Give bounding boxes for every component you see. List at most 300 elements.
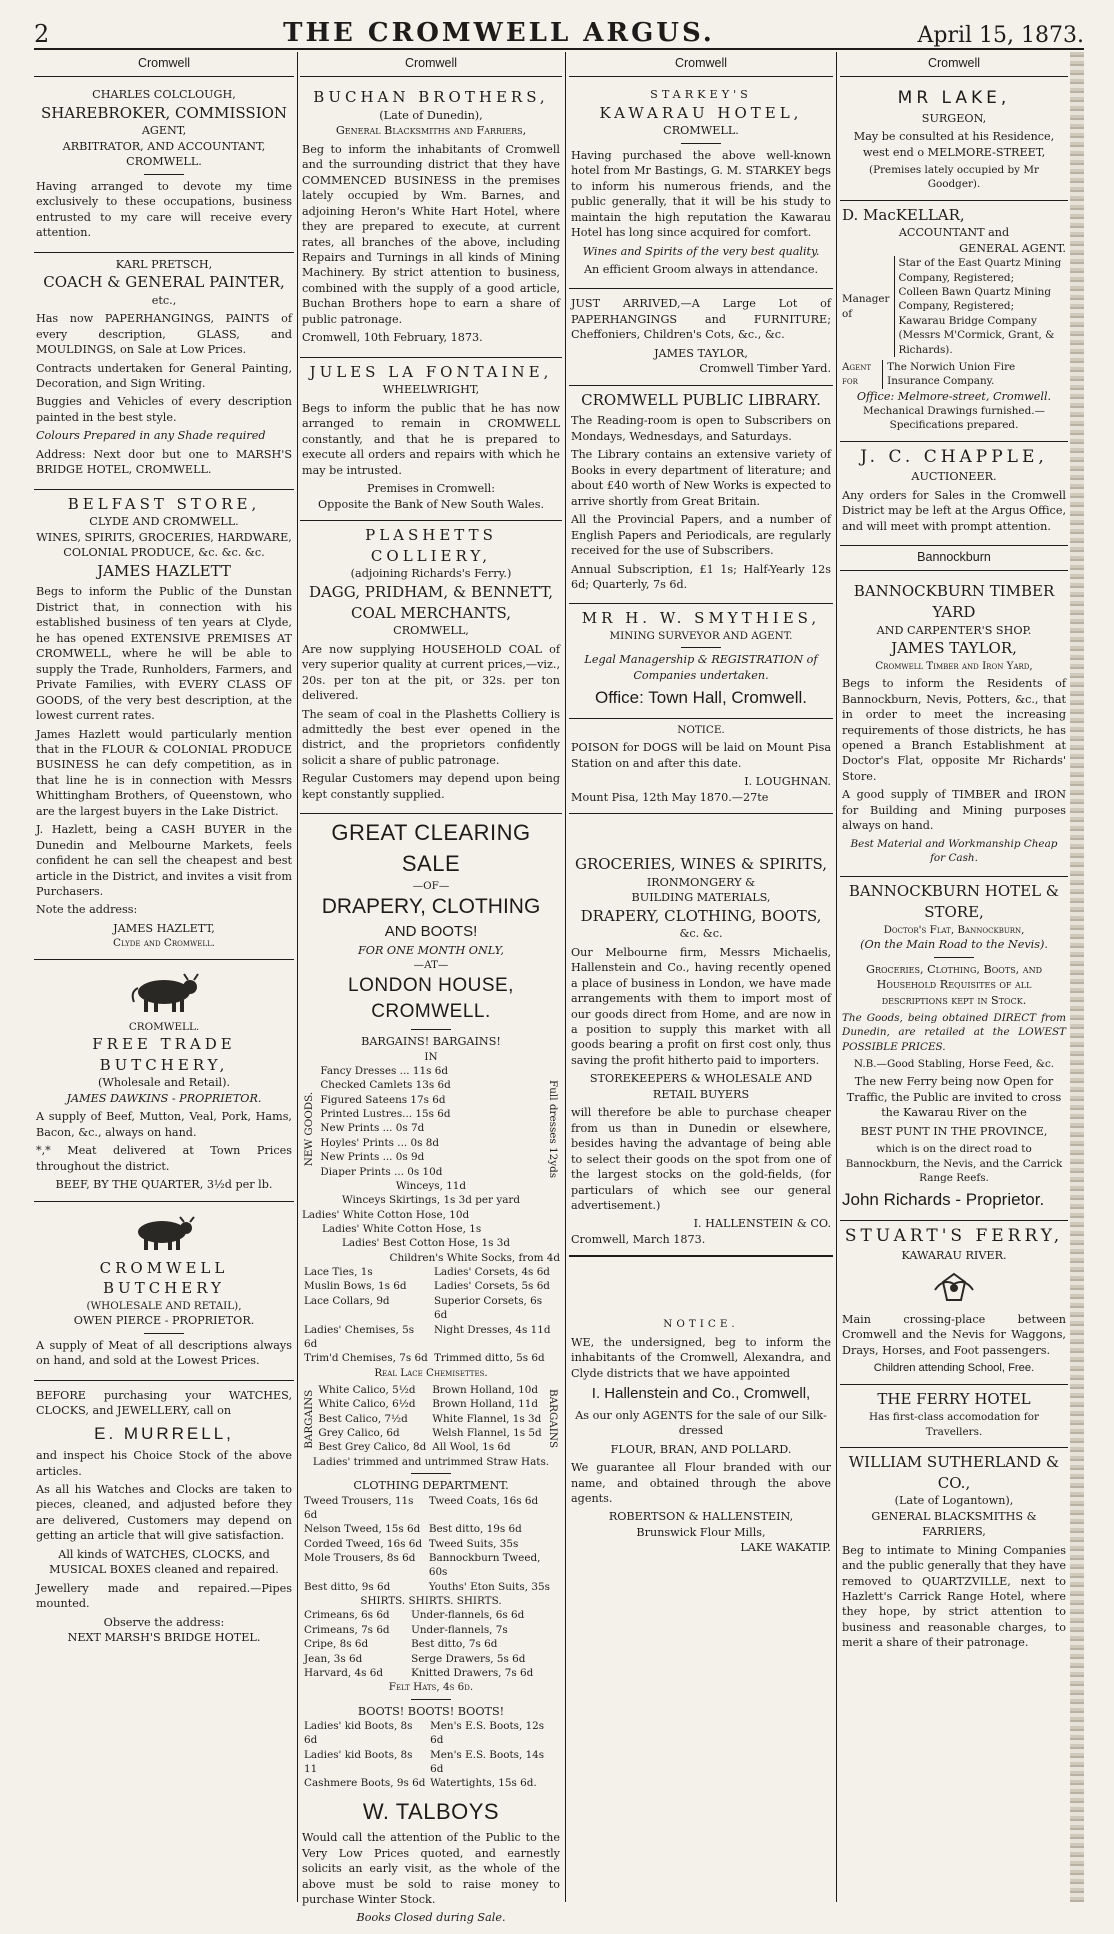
ad-body: Having purchased the above well-known hotel from Mr Bastings, G. M. STARKEY begs to inform his numerous friends, and the public generally, that it will be his study to maintain the high reputation the Kawarau Hotel has long since acquired for comfort.: [571, 148, 831, 240]
side-label-bargains: BARGAINS: [303, 1389, 315, 1449]
ad-body: Begs to inform the public that he has now arranged to remain in CROMWELL constantly, and that he is prepared to execute all orders and repairs with which he may be intrusted.: [302, 401, 560, 477]
ad-title: STUART'S FERRY,: [844, 1225, 1064, 1246]
advertiser-name: KARL PRETSCH,: [115, 257, 213, 271]
ad-signature-place: Clyde and Cromwell.: [113, 937, 215, 950]
ad-body: Annual Subscription, £1 1s; Half-Yearly 12s 6d; Quarterly, 7s 6d.: [571, 562, 831, 591]
ad-place: Cromwell Timber and Iron Yard,: [875, 659, 1033, 672]
manager-label: Manager of: [842, 293, 890, 320]
advertiser-name: E. MURRELL,: [94, 1423, 234, 1443]
ad-body: The Goods, being obtained DIRECT from Dunedin, are retailed at the LOWEST POSSIBLE PRICES.: [842, 1011, 1066, 1053]
side-label-full-dresses: Full dresses 12yds: [547, 1079, 559, 1178]
ad-body: Groceries, Clothing, Boots, and Household Requisites of all descriptions kept in Stock.: [866, 962, 1042, 1007]
ad-body: WE, the undersigned, beg to inform the inhabitants of the Cromwell, Alexandra, and Clyde districts that we have appointed: [571, 1335, 831, 1380]
ad-title: BANNOCKBURN HOTEL & STORE,: [848, 882, 1060, 922]
dress-item: Winceys, 11d: [395, 1179, 467, 1192]
ad-subtitle: KAWARAU RIVER.: [901, 1249, 1007, 1263]
table-cell: Superior Corsets, 6s 6d: [433, 1294, 543, 1322]
ad-tagline: Legal Managership & REGISTRATION of Companies undertaken.: [584, 653, 818, 682]
table-row: [302, 1279, 560, 1293]
agent-name: I. Hallenstein and Co., Cromwell,: [591, 1385, 811, 1403]
advertiser-name: W. TALBOYS: [362, 1798, 500, 1824]
ad-subtitle: (Late of Dunedin),: [379, 108, 483, 122]
ad-title: MR LAKE,: [897, 88, 1011, 109]
price-line: Winceys Skirtings, 1s 3d per yard: [341, 1194, 521, 1207]
ad-body: The seam of coal in the Plashetts Colliery is admittedly the best ever opened in the district, and the proprietors confidently solicit a share of public patronage.: [302, 707, 560, 767]
ad-title: BUCHAN BROTHERS,: [313, 88, 549, 107]
column-1: [34, 52, 294, 1902]
table-cell: Brown Holland, 10d: [432, 1383, 538, 1396]
table-cell: Best ditto, 9s 6d: [304, 1580, 391, 1593]
table-row: [316, 1440, 545, 1454]
table-cell: Crimeans, 6s 6d: [304, 1609, 390, 1622]
price-line: Felt Hats, 4s 6d.: [388, 1681, 474, 1694]
ad-subtitle: MINING SURVEYOR AND AGENT.: [609, 630, 793, 643]
table-row: [316, 1397, 545, 1411]
dress-item: Figured Sateens 17s 6d: [320, 1093, 446, 1106]
table-row: [316, 1383, 545, 1397]
table-cell: Best ditto, 7s 6d: [411, 1638, 498, 1651]
ad-title-4: DRAPERY, CLOTHING, BOOTS,: [580, 906, 822, 925]
table-row: [302, 1494, 560, 1523]
ad-note: (Premises lately occupied by Mr Goodger).: [869, 164, 1039, 191]
boots-table: [302, 1719, 560, 1791]
table-cell: Men's E.S. Boots, 14s 6d: [430, 1748, 545, 1776]
table-cell: Trimmed ditto, 5s 6d: [433, 1352, 545, 1365]
divider: [681, 647, 721, 648]
ad-subtitle: AGENT,: [141, 124, 187, 138]
ad-body: Contracts undertaken for General Painting, Decoration, and Sign Writing.: [36, 361, 292, 390]
dress-item: New Prints ... 0s 9d: [320, 1151, 425, 1164]
ad-title: BELFAST STORE,: [67, 494, 261, 513]
ad-body: We guarantee all Flour branded with our name, and obtained through the above agents.: [571, 1461, 831, 1505]
list-item: Star of the East Quartz Mining Company, Registered;: [898, 257, 1062, 284]
ad-subtitle: AND CARPENTER'S SHOP.: [876, 623, 1032, 637]
advertiser-name: JAMES TAYLOR,: [891, 639, 1017, 658]
ad-body: will therefore be able to purchase cheaper from us than in Dunedin or elsewhere, besides having the advantage of being able to select their goods on the spot from one of the largest stocks on the gold-fields, (for particulars of which see our general advertisement.): [571, 1106, 831, 1212]
ad-office: Office: Melmore-street, Cromwell.: [856, 389, 1052, 403]
notice-heading: NOTICE.: [677, 723, 725, 736]
table-row: [302, 1719, 560, 1748]
ad-colclough: [34, 83, 294, 252]
ad-body: Are now supplying HOUSEHOLD COAL of very superior quality at current prices,—viz., 20s. per ton at the pit, or 32s. per ton delivered.: [302, 642, 560, 703]
ad-note: Children attending School, Free.: [873, 1362, 1035, 1375]
sale-venue: LONDON HOUSE, CROMWELL.: [348, 974, 514, 1022]
ad-subtitle: GENERAL AGENT.: [959, 241, 1066, 255]
sale-of: —OF—: [412, 879, 450, 892]
column-heading: Cromwell: [569, 52, 833, 77]
bull-engraving: [36, 1212, 292, 1252]
ad-subtitle: (Late of Logantown),: [894, 1494, 1014, 1508]
ad-subtitle: CLYDE AND CROMWELL.: [89, 515, 239, 529]
table-row: [302, 1522, 560, 1536]
ad-starkey: [569, 83, 833, 289]
ad-body: JUST ARRIVED,—A Large Lot of PAPERHANGINGS and FURNITURE; Cheffoniers, Children's Cots, &c., &c.: [571, 297, 831, 342]
ad-body: which is on the direct road to Bannockburn, the Nevis, and the Carrick Range Reefs.: [845, 1143, 1063, 1184]
side-label-new-goods: NEW GOODS.: [303, 1091, 315, 1166]
ad-title: BANNOCKBURN TIMBER YARD: [853, 582, 1055, 621]
calico-table: [316, 1383, 545, 1455]
sale-goods: DRAPERY, CLOTHING: [321, 895, 541, 919]
table-row: [302, 1265, 560, 1279]
ad-free-trade-butchery: [34, 960, 294, 1202]
ad-poison: [569, 719, 833, 814]
ad-body: and inspect his Choice Stock of the above articles.: [36, 1449, 292, 1478]
ad-body: Any orders for Sales in the Cromwell District may be left at the Argus Office, and will meet with prompt attention.: [842, 488, 1066, 533]
ad-place: Cromwell Timber Yard.: [699, 362, 831, 376]
ad-address: Opposite the Bank of New South Wales.: [317, 497, 545, 511]
firm-trade: COAL MERCHANTS,: [351, 603, 511, 622]
ad-body: All kinds of WATCHES, CLOCKS, and MUSICAL BOXES cleaned and repaired.: [49, 1547, 279, 1577]
ad-body: J. Hazlett, being a CASH BUYER in the Dunedin and Melbourne Markets, feels confident he can sell the cheapest and best article in the District, and invites a visit from Purchasers.: [36, 823, 292, 899]
table-cell: Tweed Suits, 35s: [428, 1537, 519, 1550]
ad-goods: FLOUR, BRAN, AND POLLARD.: [610, 1442, 792, 1456]
ad-hallenstein-groceries: [569, 814, 833, 1256]
dress-item: Fancy Dresses ... 11s 6d: [320, 1065, 448, 1078]
table-cell: Serge Drawers, 5s 6d: [411, 1652, 526, 1665]
table-cell: Ladies' Corsets, 5s 6d: [433, 1280, 550, 1293]
ad-subtitle: (Wholesale and Retail).: [97, 1076, 231, 1090]
columns: [34, 52, 1084, 1925]
table-cell: Harvard, 4s 6d: [304, 1666, 384, 1679]
sale-duration: FOR ONE MONTH ONLY,: [358, 943, 504, 957]
table-cell: Ladies' Corsets, 4s 6d: [433, 1266, 550, 1279]
table-row: [302, 1351, 560, 1365]
ad-smythies: [569, 604, 833, 718]
table-cell: Mole Trousers, 8s 6d: [304, 1551, 416, 1564]
advertiser-name: CHARLES COLCLOUGH,: [92, 88, 236, 102]
issue-date: April 15, 1873.: [917, 23, 1084, 48]
table-cell: Lace Collars, 9d: [304, 1294, 390, 1307]
divider: [411, 1699, 451, 1700]
ad-premises: Premises in Cromwell:: [366, 482, 496, 496]
ad-subtitle: AUCTIONEER.: [911, 470, 997, 484]
ad-body: The Reading-room is open to Subscribers on Mondays, Wednesdays, and Saturdays.: [571, 414, 831, 443]
ad-body: A good supply of TIMBER and IRON for Building and Mining purposes always on hand.: [842, 788, 1066, 833]
ad-observe: Observe the address:: [103, 1615, 225, 1629]
table-row: [302, 1748, 560, 1777]
column-3: [569, 52, 833, 1902]
ad-title: PLASHETTS COLLIERY,: [365, 526, 497, 565]
ad-date: Cromwell, 10th February, 1873.: [302, 331, 483, 345]
notice-heading: NOTICE.: [663, 1318, 739, 1331]
table-cell: Jean, 3s 6d: [304, 1652, 363, 1665]
dress-item: Printed Lustres... 15s 6d: [320, 1108, 451, 1121]
table-cell: Youths' Eton Suits, 35s: [428, 1580, 550, 1593]
section-heading-bannockburn: Bannockburn: [840, 546, 1068, 571]
lace-table: [302, 1265, 560, 1366]
crest-icon: [931, 1270, 977, 1306]
sale-at: —AT—: [413, 959, 449, 972]
ad-belfast: [34, 490, 294, 960]
ad-note: An efficient Groom always in attendance.: [583, 263, 819, 277]
column-heading: Cromwell: [840, 52, 1068, 77]
divider: [144, 1333, 184, 1334]
ad-subtitle: (WHOLESALE AND RETAIL),: [86, 1300, 242, 1313]
table-row: [302, 1666, 560, 1680]
ad-title-2: KAWARAU HOTEL,: [599, 103, 803, 122]
ad-road: (On the Main Road to the Nevis).: [860, 938, 1048, 952]
column-heading: Cromwell: [34, 52, 294, 77]
agent-label: Agent for: [842, 360, 871, 388]
ad-subtitle: (adjoining Richards's Ferry.): [350, 567, 512, 581]
clothing-heading: CLOTHING DEPARTMENT.: [353, 1479, 509, 1493]
table-cell: Muslin Bows, 1s 6d: [304, 1280, 407, 1293]
divider: [411, 1473, 451, 1474]
firm-name: DAGG, PRIDHAM, & BENNETT,: [308, 582, 554, 601]
ad-body: Has first-class accomodation for Travellers.: [869, 1411, 1039, 1438]
boots-heading: BOOTS! BOOTS! BOOTS!: [357, 1704, 505, 1718]
ad-tagline: Wines and Spirits of the very best quality.: [582, 244, 820, 258]
divider: [681, 143, 721, 144]
ad-body: Beg to intimate to Mining Companies and the public generally that they have removed to QUARTZVILLE, next to Hazlett's Carrick Range Hotel, where they hope, by strict attention to business and reasonable charges, to merit a share of their patronage.: [842, 1543, 1066, 1650]
ad-title: CROMWELL PUBLIC LIBRARY.: [581, 390, 821, 409]
price-line: Children's White Socks, from 4d: [389, 1251, 560, 1264]
ad-address: NEXT MARSH'S BRIDGE HOTEL.: [67, 1631, 261, 1645]
ad-body: Has now PAPERHANGINGS, PAINTS of every description, GLASS, and MOULDINGS, on Sale at Low Prices.: [36, 312, 292, 357]
bargains-in: IN: [424, 1050, 438, 1063]
table-row: [302, 1608, 560, 1622]
ox-engraving: [36, 970, 292, 1014]
ad-plashetts: [300, 521, 562, 814]
ad-bannockburn-hotel: [840, 877, 1068, 1220]
ad-proprietor: John Richards - Proprietor.: [842, 1190, 1045, 1210]
ad-body: The new Ferry being now Open for Traffic, the Public are invited to cross the Kawarau River on the: [846, 1075, 1062, 1120]
dress-item: New Prints ... 0s 7d: [320, 1122, 425, 1135]
ad-title-3: BUILDING MATERIALS,: [631, 891, 771, 905]
ad-title-5: &c. &c.: [679, 927, 723, 941]
table-row: [302, 1623, 560, 1637]
table-cell: Cripe, 8s 6d: [304, 1638, 369, 1651]
table-cell: Bannockburn Tweed, 60s: [428, 1551, 541, 1579]
advertiser-name: JAMES TAYLOR,: [654, 346, 748, 360]
table-cell: Tweed Coats, 16s 6d: [428, 1494, 539, 1507]
ad-signature: ROBERTSON & HALLENSTEIN,: [608, 1510, 794, 1524]
table-cell: Brown Holland, 11d: [432, 1398, 538, 1411]
table-cell: Lace Ties, 1s: [304, 1266, 373, 1279]
dress-list: [316, 1064, 545, 1193]
ad-body: POISON for DOGS will be laid on Mount Pisa Station on and after this date.: [571, 741, 831, 770]
ad-title: COACH & GENERAL PAINTER,: [43, 273, 285, 292]
agent-block: [842, 360, 1066, 389]
ad-title: THE FERRY HOTEL: [877, 1390, 1031, 1409]
ad-chapple: [840, 442, 1068, 546]
table-cell: Under-flannels, 7s: [411, 1623, 508, 1636]
table-cell: Knitted Drawers, 7s 6d: [411, 1666, 534, 1679]
table-cell: Night Dresses, 4s 11d: [433, 1323, 551, 1336]
table-row: [302, 1637, 560, 1651]
ad-highlight: BEST PUNT IN THE PROVINCE,: [860, 1124, 1048, 1138]
column-rule: [836, 52, 837, 1902]
column-2: [300, 52, 562, 1925]
ad-flour-notice: [569, 1256, 833, 1563]
ad-title: FREE TRADE BUTCHERY,: [92, 1035, 236, 1074]
table-cell: Trim'd Chemises, 7s 6d: [304, 1352, 428, 1365]
insurance-company: The Norwich Union Fire Insurance Company.: [882, 360, 1066, 389]
ad-body: Buggies and Vehicles of every description painted in the best style.: [36, 395, 292, 424]
ad-title: JULES LA FONTAINE,: [309, 362, 553, 381]
company-list: [894, 256, 1067, 357]
table-row: [302, 1551, 560, 1580]
table-cell: Best Grey Calico, 8d: [318, 1441, 427, 1454]
ad-body: James Hazlett would particularly mention that in the FLOUR & COLONIAL PRODUCE BUSINESS he can defy competition, as in that line he is in connection with Messrs Whittingham Brothers, of Queenstown, who are the largest buyers in the Lake District.: [36, 727, 292, 818]
table-cell: Ladies' Chemises, 5s 6d: [304, 1323, 415, 1350]
ad-title: CROMWELL BUTCHERY: [99, 1258, 229, 1298]
ad-subheading: STOREKEEPERS & WHOLESALE AND RETAIL BUYERS: [589, 1072, 813, 1101]
ad-ferry-hotel: [840, 1385, 1068, 1447]
ad-date: Cromwell, March 1873.: [571, 1232, 706, 1246]
ad-body: Beg to inform the inhabitants of Cromwell and the surrounding district that they have COMMENCED BUSINESS in the premises lately occupied by Wm. Barnes, and adjoining Heron's White Hart Hotel, where they are prepared to execute, at current rates, all branches of the above, including Repairs and Turnings in all kinds of Mining Machinery. By strict attention to business, combined with the supply of a good article, Buchan Brothers hope to earn a share of public patronage.: [302, 142, 560, 326]
ad-body: Begs to inform the Residents of Bannockburn, Nevis, Potters, &c., that in order to meet the increasing requirements of those districts, he has opened a Branch Establishment at Doctor's Flat, opposite Mr Richards' Store.: [842, 677, 1066, 783]
crest-engraving: [842, 1270, 1066, 1306]
table-cell: Best ditto, 19s 6d: [428, 1523, 522, 1536]
price-line: Ladies' White Cotton Hose, 1s: [322, 1222, 482, 1235]
table-cell: Cashmere Boots, 9s 6d: [304, 1777, 426, 1790]
ad-body: A supply of Beef, Mutton, Veal, Pork, Hams, Bacon, &c., always on hand.: [36, 1110, 292, 1139]
calico-block: [302, 1383, 560, 1455]
table-row: [316, 1426, 545, 1440]
masthead: [34, 10, 1084, 50]
table-cell: Best Calico, 7½d: [318, 1412, 408, 1425]
table-cell: Under-flannels, 6s 6d: [411, 1609, 525, 1622]
ad-place: CROMWELL.: [128, 1020, 200, 1033]
shirts-heading: SHIRTS. SHIRTS. SHIRTS.: [360, 1595, 502, 1608]
table-row: [302, 1776, 560, 1790]
ad-body: The Library contains an extensive variety of Books in every department of literature; and about £40 worth of New Works is expected to arrive shortly from Great Britain.: [571, 448, 831, 508]
ad-subtitle: ARBITRATOR, AND ACCOUNTANT,: [62, 139, 266, 153]
table-cell: Grey Calico, 6d: [318, 1427, 400, 1440]
ad-title: J. C. CHAPPLE,: [860, 446, 1048, 467]
ad-body: May be consulted at his Residence, west end o MELMORE-STREET,: [853, 130, 1055, 159]
ad-trade: General Blacksmiths and Farriers,: [335, 124, 527, 138]
ad-place: CROMWELL,: [393, 624, 469, 638]
ad-note: N.B.—Good Stabling, Horse Feed, &c.: [853, 1058, 1055, 1071]
table-cell: White Calico, 6½d: [318, 1398, 416, 1411]
table-cell: Ladies' kid Boots, 8s 6d: [304, 1720, 413, 1747]
ad-buchan: [300, 83, 562, 357]
column-4-body: [840, 83, 1068, 1662]
newspaper-title: THE CROMWELL ARGUS.: [283, 18, 715, 48]
table-cell: Watertights, 15s 6d.: [430, 1777, 537, 1790]
ad-place: LAKE WAKATIP.: [740, 1541, 831, 1555]
table-row: [316, 1412, 545, 1426]
ad-note: Books Closed during Sale.: [356, 1911, 506, 1925]
table-cell: Tweed Trousers, 11s 6d: [304, 1494, 414, 1521]
ad-signature: JAMES HAZLETT,: [113, 921, 215, 935]
ad-trade: WHEELWRIGHT,: [382, 383, 480, 397]
dress-item: Hoyles' Prints ... 0s 8d: [320, 1136, 440, 1149]
ad-tagline: Colours Prepared in any Shade required: [36, 429, 266, 443]
ad-body: As all his Watches and Clocks are taken to pieces, cleaned, and adjusted before they are delivered, Customers may depend on getting an article that will give satisfaction.: [36, 1483, 292, 1543]
ad-title: MR H. W. SMYTHIES,: [581, 609, 821, 628]
table-row: [302, 1652, 560, 1666]
table-row: [302, 1537, 560, 1551]
ad-note: Mechanical Drawings furnished.—Specifications prepared.: [863, 405, 1045, 432]
ad-proprietor: JAMES DAWKINS - PROPRIETOR.: [66, 1091, 262, 1105]
divider: [934, 957, 974, 958]
dress-item: Checked Camlets 13s 6d: [320, 1079, 451, 1092]
sale-headline: GREAT CLEARING SALE: [331, 820, 531, 876]
table-row: [302, 1294, 560, 1323]
ad-stuarts-ferry: [840, 1221, 1068, 1386]
bargains-heading: BARGAINS! BARGAINS!: [361, 1035, 501, 1049]
bull-icon: [124, 1212, 204, 1252]
price-line: Real Lace Chemisettes.: [374, 1366, 488, 1379]
clothing-table: [302, 1494, 560, 1595]
ad-title-2: IRONMONGERY &: [646, 875, 756, 889]
table-cell: Ladies' kid Boots, 8s 11: [304, 1748, 413, 1776]
ox-icon: [124, 970, 204, 1014]
ad-subtitle: etc.,: [151, 293, 177, 307]
column-4: [840, 52, 1084, 1902]
ad-goods: WINES, SPIRITS, GROCERIES, HARDWARE, COLONIAL PRODUCE, &c. &c. &c.: [36, 530, 292, 560]
ad-date: Mount Pisa, 12th May 1870.—27te: [571, 790, 769, 804]
ad-fontaine: [300, 358, 562, 521]
ad-body: All the Provincial Papers, and a number of English Papers and Periodicals, are regularly received for the use of Subscribers.: [571, 513, 831, 558]
ad-title: WILLIAM SUTHERLAND & CO.,: [848, 1452, 1060, 1492]
ad-sutherland: [840, 1448, 1068, 1662]
ad-signature: I. HALLENSTEIN & CO.: [693, 1217, 831, 1231]
price-line: Ladies' Best Cotton Hose, 1s 3d: [342, 1237, 511, 1250]
ad-title: SHAREBROKER, COMMISSION: [40, 103, 288, 122]
ad-body: Jewellery made and repaired.—Pipes mounted.: [36, 1581, 292, 1611]
page-number: 2: [34, 20, 50, 48]
ad-timber-yard: [840, 577, 1068, 877]
list-item: Colleen Bawn Quartz Mining Company, Registered;: [898, 286, 1052, 313]
ad-body: Would call the attention of the Public to the Very Low Prices quoted, and earnestly solicits an early visit, as the whole of the above must be sold to raise money to purchase Winter Stock.: [302, 1831, 560, 1906]
dress-block: [302, 1064, 560, 1193]
price-line: Ladies' White Cotton Hose, 10d: [302, 1208, 470, 1221]
ad-address: Address: Next door but one to MARSH'S BRIDGE HOTEL, CROMWELL.: [36, 447, 292, 477]
ad-title: GROCERIES, WINES & SPIRITS,: [574, 854, 828, 873]
ad-mill: Brunswick Flour Mills,: [636, 1525, 766, 1539]
price-line: Ladies' trimmed and untrimmed Straw Hats.: [312, 1455, 550, 1468]
ad-body: Having arranged to devote my time exclusively to these occupations, business entrusted to my care will receive every attention.: [36, 179, 292, 240]
torn-page-edge: [1070, 52, 1084, 1902]
ad-body: Begs to inform the Public of the Dunstan District that, in connection with his established business of ten years at Clyde, he has opened EXTENSIVE PREMISES AT CROMWELL, where he will be able to supply the Trade, Runholders, Farmers, and Private Families, with EVERY CLASS OF GOODS, of the very best description, at the lowest current rates.: [36, 585, 292, 723]
ad-clearing-sale: [300, 814, 562, 1934]
ad-body: Our Melbourne firm, Messrs Michaelis, Hallenstein and Co., having recently opened a place of business in London, we have made arrangements with them to import most of our goods direct from Home, and are now in a position to supply this market with all goods bearing a profit on first cost only, thus saving the profit hitherto paid to importers.: [571, 945, 831, 1067]
list-item: Kawarau Bridge Company (Messrs M'Cormick, Grant, & Richards).: [898, 314, 1055, 356]
ad-price: BEEF, BY THE QUARTER, 3½d per lb.: [55, 1178, 273, 1192]
ad-subtitle: SURGEON,: [921, 111, 987, 125]
table-row: [302, 1580, 560, 1594]
table-cell: Welsh Flannel, 1s 5d: [432, 1427, 542, 1440]
ad-body: Regular Customers may depend upon being kept constantly supplied.: [302, 772, 560, 801]
ad-body: *,* Meat delivered at Town Prices throughout the district.: [36, 1144, 292, 1173]
table-cell: White Calico, 5½d: [318, 1383, 416, 1396]
divider: [411, 1029, 451, 1030]
ad-office: Office: Town Hall, Cromwell.: [595, 688, 807, 708]
ad-library: [569, 386, 833, 605]
ad-pretsch: [34, 253, 294, 490]
ad-title: STARKEY'S: [650, 88, 752, 102]
ad-subtitle: Doctor's Flat, Bannockburn,: [883, 923, 1025, 936]
ad-body: A supply of Meat of all descriptions always on hand, and sold at the Lowest Prices.: [36, 1338, 292, 1368]
column-rule: [297, 52, 298, 1902]
ad-body: Main crossing-place between Cromwell and the Nevis for Waggons, Drays, Horses, and Foot passengers.: [842, 1312, 1066, 1357]
table-cell: All Wool, 1s 6d: [432, 1441, 511, 1454]
ad-body: As our only AGENTS for the sale of our Silk-dressed: [575, 1408, 827, 1438]
dress-item: Diaper Prints ... 0s 10d: [320, 1165, 443, 1178]
ad-just-arrived: [569, 289, 833, 385]
table-cell: Men's E.S. Boots, 12s 6d: [430, 1720, 545, 1747]
advertiser-name: JAMES HAZLETT: [97, 561, 231, 580]
divider: [144, 174, 184, 175]
ad-subtitle: ACCOUNTANT and: [898, 226, 1010, 240]
table-cell: Nelson Tweed, 15s 6d: [304, 1523, 421, 1536]
ad-title: D. MacKELLAR,: [842, 205, 965, 224]
ad-signature: I. LOUGHNAN.: [744, 775, 831, 789]
